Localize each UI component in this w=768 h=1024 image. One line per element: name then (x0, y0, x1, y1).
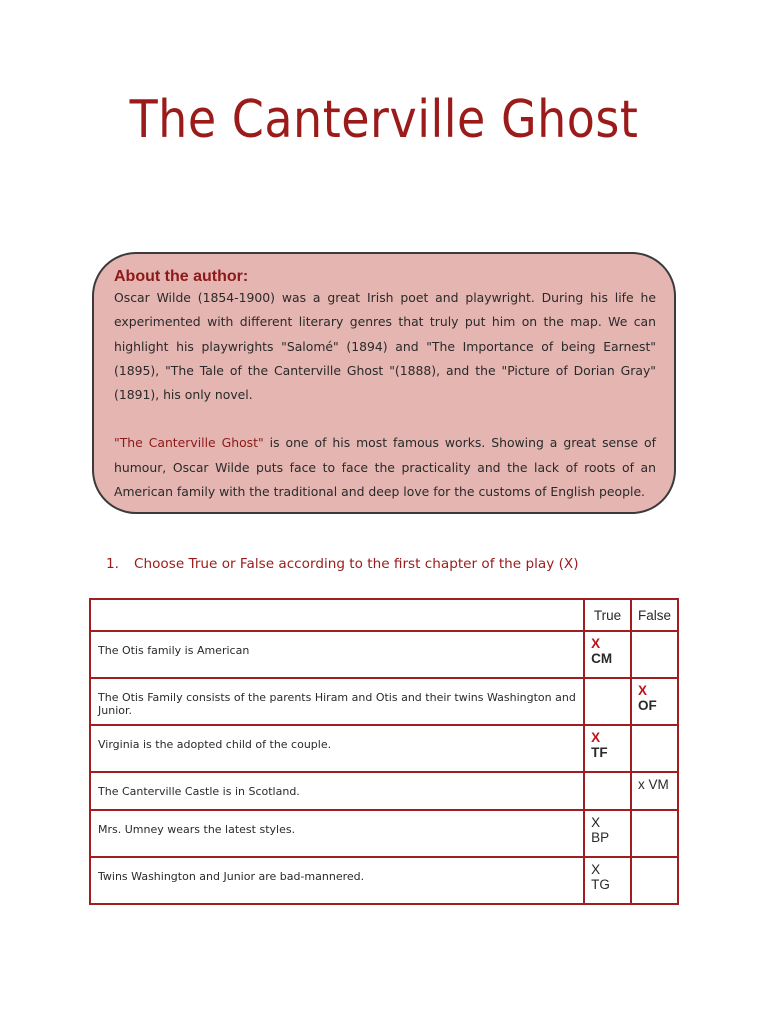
true-cell[interactable] (584, 810, 631, 857)
statement-cell: The Canterville Castle is in Scotland. (90, 772, 584, 810)
false-cell[interactable] (631, 772, 678, 810)
page-title: The Canterville Ghost (129, 88, 639, 150)
question-1 (106, 556, 726, 572)
true-mark: X (591, 815, 601, 830)
author-paragraph-1: Oscar Wilde (1854-1900) was a great Irish poet and playwright. During his life he experimented with different literary genres that truly put him on the map. We can highlight his playwrights "Salomé" (1894) and "The Importance of being Earnest" (1895), "The Tale of the Canterville Ghost "(1888), and the "Picture of Dorian Gray" (1891), his only novel. (114, 290, 656, 403)
table-row (90, 810, 678, 857)
header-false: False (631, 599, 678, 631)
false-code: OF (637, 698, 657, 713)
true-false-table (89, 598, 679, 905)
true-cell[interactable] (584, 857, 631, 904)
true-cell[interactable] (584, 678, 631, 725)
statement-cell: Virginia is the adopted child of the couple. (90, 725, 584, 772)
table-header-row (90, 599, 678, 631)
true-code: CM (591, 651, 613, 666)
true-mark: X (591, 636, 601, 651)
author-paragraph-2-text: is one of his most famous works. Showing a great sense of humour, Oscar Wilde puts face to face the practicality and the lack of roots of an American family with the traditional and deep love for the customs of English people. (114, 435, 656, 500)
true-code: TG (591, 877, 610, 892)
false-mark: x VM (637, 777, 669, 792)
statement-cell: Mrs. Umney wears the latest styles. (90, 810, 584, 857)
true-cell[interactable] (584, 725, 631, 772)
true-code: TF (591, 745, 608, 760)
table-row (90, 678, 678, 725)
table-row (90, 772, 678, 810)
true-mark: X (591, 730, 601, 745)
header-true: True (584, 599, 631, 631)
true-cell[interactable] (584, 772, 631, 810)
table-row (90, 631, 678, 678)
false-cell[interactable] (631, 810, 678, 857)
false-cell[interactable] (631, 725, 678, 772)
false-cell[interactable] (631, 631, 678, 678)
true-cell[interactable] (584, 631, 631, 678)
table-row (90, 857, 678, 904)
question-number: 1. (106, 556, 119, 572)
false-cell[interactable] (631, 857, 678, 904)
table-row (90, 725, 678, 772)
statement-cell: The Otis Family consists of the parents Hiram and Otis and their twins Washington and Junior. (90, 678, 584, 725)
about-author-box (92, 252, 676, 514)
true-code: BP (591, 830, 610, 845)
author-heading: About the author: (114, 268, 249, 285)
header-empty-cell (90, 599, 584, 631)
false-mark: X (637, 683, 647, 698)
book-title-highlight: "The Canterville Ghost" (114, 435, 264, 451)
author-paragraph-2 (114, 431, 656, 504)
false-cell[interactable] (631, 678, 678, 725)
true-mark: X (591, 862, 601, 877)
statement-cell: Twins Washington and Junior are bad-mannered. (90, 857, 584, 904)
statement-cell: The Otis family is American (90, 631, 584, 678)
question-text: Choose True or False according to the first chapter of the play (X) (134, 556, 579, 572)
